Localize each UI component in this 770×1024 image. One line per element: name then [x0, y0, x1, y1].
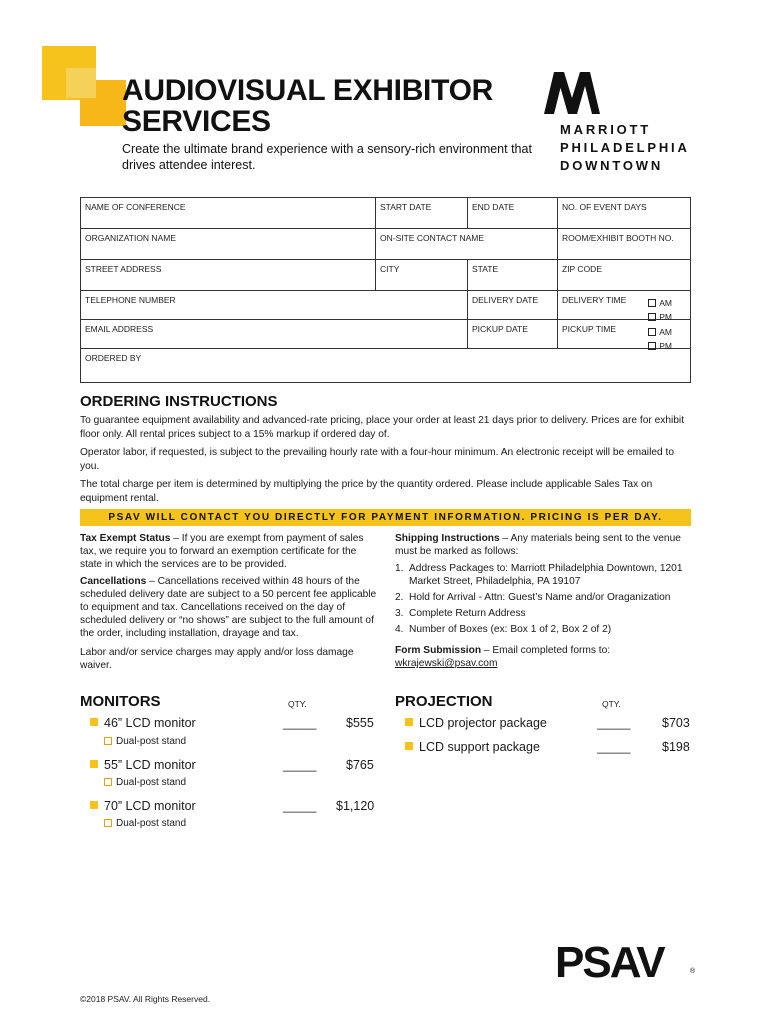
- shipping-list: [395, 562, 695, 636]
- form-row: [81, 291, 690, 320]
- qty-input[interactable]: _____: [597, 740, 631, 754]
- qty-input[interactable]: _____: [283, 716, 317, 730]
- list-item: 4. Number of Boxes (ex: Box 1 of 2, Box 2 of 2): [395, 624, 612, 635]
- monitors-qty-header: QTY.: [288, 699, 307, 709]
- street-address-field[interactable]: STREET ADDRESS: [81, 260, 376, 290]
- form-row: [81, 198, 690, 229]
- state-field[interactable]: STATE: [468, 260, 558, 290]
- qty-input[interactable]: _____: [283, 799, 317, 813]
- ordering-paragraph: Operator labor, if requested, is subject to the prevailing hourly rate with a four-hour minimum. An electronic receipt will be emailed to you.: [80, 447, 674, 472]
- form-row: [81, 229, 690, 260]
- delivery-time-field: DELIVERY TIME AM PM: [562, 295, 672, 322]
- registered-mark: ®: [690, 968, 696, 975]
- list-item: 2. Hold for Arrival - Attn: Guest’s Name and/or Oraganization: [395, 592, 671, 603]
- form-row: [81, 260, 690, 291]
- email-field[interactable]: EMAIL ADDRESS: [81, 320, 468, 348]
- order-form-table: [80, 197, 691, 383]
- delivery-date-field[interactable]: DELIVERY DATE: [468, 291, 558, 319]
- product-option: Dual-post stand: [104, 777, 186, 788]
- qty-input[interactable]: _____: [597, 716, 631, 730]
- product-option: Dual-post stand: [104, 818, 186, 829]
- product-item: LCD support package: [405, 740, 540, 754]
- product-price: $1,120: [336, 799, 375, 813]
- event-days-field[interactable]: NO. OF EVENT DAYS: [562, 202, 647, 212]
- product-item: 70” LCD monitor: [90, 799, 196, 813]
- hotel-name-line: DOWNTOWN: [560, 158, 664, 173]
- tax-exempt-text: Tax Exempt Status – If you are exempt from payment of sales tax, we require you to forward an exemption certificate for the state in which the services are to be provided.: [80, 533, 364, 570]
- pickup-time-field: PICKUP TIME AM PM: [562, 324, 672, 351]
- zip-field[interactable]: ZIP CODE: [562, 264, 602, 274]
- product-price: $703: [662, 716, 690, 730]
- end-date-field[interactable]: END DATE: [468, 198, 558, 228]
- form-row: [81, 320, 690, 349]
- product-item: 55” LCD monitor: [90, 758, 196, 772]
- marriott-m-icon: [540, 68, 610, 118]
- organization-name-field[interactable]: ORGANIZATION NAME: [81, 229, 376, 259]
- decorative-square: [66, 68, 96, 98]
- city-field[interactable]: CITY: [376, 260, 468, 290]
- labor-text: Labor and/or service charges may apply and/or loss damage waiver.: [80, 647, 354, 671]
- page-subtitle: Create the ultimate brand experience with a sensory-rich environment that drives attendee interest.: [122, 142, 532, 172]
- ordering-instructions-heading: ORDERING INSTRUCTIONS: [80, 393, 278, 410]
- cancellations-text: Cancellations – Cancellations received within 48 hours of the scheduled delivery date are subject to a 50 percent fee applicable to equipment and tax. Cancellations received on the day of scheduled delivery or “no shows” are subject to the full amount of the order, including installation, drayage and tax.: [80, 576, 377, 639]
- bullet-square-icon: [90, 801, 98, 809]
- option-checkbox[interactable]: [104, 778, 112, 786]
- product-price: $198: [662, 740, 690, 754]
- shipping-column: [395, 532, 695, 674]
- payment-banner: PSAV WILL CONTACT YOU DIRECTLY FOR PAYMENT INFORMATION. PRICING IS PER DAY.: [80, 509, 691, 526]
- ordered-by-field[interactable]: ORDERED BY: [85, 353, 142, 363]
- telephone-field[interactable]: TELEPHONE NUMBER: [81, 291, 468, 319]
- form-row: [81, 349, 690, 382]
- bullet-square-icon: [90, 760, 98, 768]
- policies-column: [80, 532, 380, 676]
- booth-number-field[interactable]: ROOM/EXHIBIT BOOTH NO.: [562, 233, 674, 243]
- shipping-text: Shipping Instructions – Any materials being sent to the venue must be marked as follows:: [395, 533, 681, 557]
- delivery-time-options: AM PM: [648, 296, 672, 324]
- title-line: AUDIOVISUAL EXHIBITOR: [122, 74, 493, 107]
- projection-qty-header: QTY.: [602, 699, 621, 709]
- monitors-heading: MONITORS: [80, 693, 161, 710]
- option-checkbox[interactable]: [104, 819, 112, 827]
- title-line: SERVICES: [122, 105, 271, 138]
- am-checkbox[interactable]: [648, 328, 656, 336]
- ordering-paragraph: To guarantee equipment availability and advanced-rate pricing, place your order at least 21 days prior to delivery. Prices are for exhibit floor only. All rental prices subject to a 15% markup if ordered day of.: [80, 415, 685, 440]
- pickup-date-field[interactable]: PICKUP DATE: [468, 320, 558, 348]
- hotel-name-line: MARRIOTT: [560, 122, 651, 137]
- product-item: 46” LCD monitor: [90, 716, 196, 730]
- product-price: $765: [346, 758, 374, 772]
- psav-logo: PSAV: [555, 938, 664, 987]
- conference-name-field[interactable]: NAME OF CONFERENCE: [81, 198, 376, 228]
- bullet-square-icon: [405, 742, 413, 750]
- onsite-contact-field[interactable]: ON-SITE CONTACT NAME: [376, 229, 558, 259]
- page-title: [122, 75, 493, 137]
- form-submission-text: Form Submission – Email completed forms to: wkrajewski@psav.com: [395, 645, 611, 669]
- list-item: 1. Address Packages to: Marriott Philadelphia Downtown, 1201 Market Street, Philadelphia, PA 19107: [395, 563, 683, 587]
- product-price: $555: [346, 716, 374, 730]
- start-date-field[interactable]: START DATE: [376, 198, 468, 228]
- projection-heading: PROJECTION: [395, 693, 493, 710]
- am-checkbox[interactable]: [648, 299, 656, 307]
- product-option: Dual-post stand: [104, 736, 186, 747]
- list-item: 3. Complete Return Address: [395, 608, 526, 619]
- pickup-time-options: AM PM: [648, 325, 672, 353]
- marriott-logo: [540, 68, 700, 173]
- copyright-text: ©2018 PSAV. All Rights Reserved.: [80, 994, 211, 1004]
- product-item: LCD projector package: [405, 716, 547, 730]
- hotel-name-line: PHILADELPHIA: [560, 140, 690, 155]
- qty-input[interactable]: _____: [283, 758, 317, 772]
- bullet-square-icon: [405, 718, 413, 726]
- option-checkbox[interactable]: [104, 737, 112, 745]
- bullet-square-icon: [90, 718, 98, 726]
- ordering-paragraph: The total charge per item is determined by multiplying the price by the quantity ordered. Please include applicable Sales Tax on equipment rental.: [80, 479, 653, 504]
- submission-email-link[interactable]: wkrajewski@psav.com: [395, 658, 498, 669]
